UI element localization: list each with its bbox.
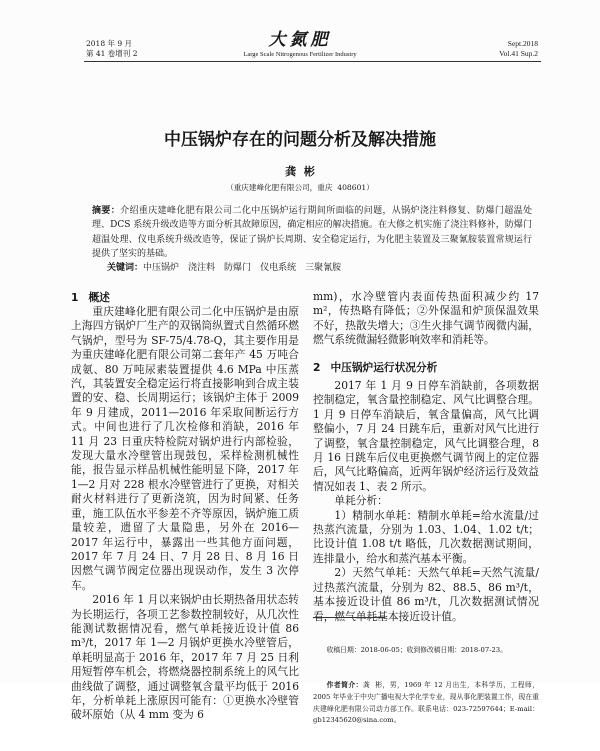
section-heading xyxy=(71,290,299,305)
header-volume-cn: 第 41 卷增刊 2 xyxy=(86,49,138,58)
journal-logo: 大氮肥 xyxy=(268,30,332,50)
header-volume-en: Vol.41 Sup.2 xyxy=(499,49,538,58)
section-number: 1 xyxy=(71,291,79,304)
keywords xyxy=(107,261,532,275)
footnote-rule xyxy=(313,617,385,618)
abstract xyxy=(92,204,532,261)
section-number: 2 xyxy=(313,361,321,375)
abstract-text: 介绍重庆建峰化肥有限公司二化中压锅炉运行期间所面临的问题，从锅炉浇注料修复、防爆门超温处理、DCS 系统升级改造等方面分析其故障原因，确定相应的解决措施。在大修之机实施了浇注料修补，防爆门超温处理、仪电系统升级改造等，保证了锅炉长周期、安全稳定运行，为化肥主装置及三聚氰胺装置常规运行提供了坚实的基础。 xyxy=(92,206,532,259)
author-affiliation: （重庆建峰化肥有限公司，重庆 408601） xyxy=(226,183,374,192)
keyword: 浇注料 xyxy=(188,263,216,273)
section-heading xyxy=(313,361,539,375)
footnote-dates: 收稿日期：2018-06-05；收到修改稿日期：2018-07-23。 xyxy=(326,645,507,654)
header-issue-en xyxy=(499,39,538,59)
journal-english-name: Large Scale Nitrogenous Fertilizer Industry xyxy=(243,51,357,58)
bio-label: 作者简介： xyxy=(326,680,363,689)
body-paragraph: 1）精制水单耗：精制水单耗=给水流量/过热蒸汽流量，分别为 1.03、1.04、1.02 t/t；比设计值 1.08 t/t 略低，几次数据测试期间，连排量小，给水和蒸汽基本平衡。 xyxy=(313,508,539,565)
body-paragraph: 2016 年 1 月以来锅炉由长期热备用状态转为长期运行，各项工艺参数控制较好，从几次性能测试数据情况看，燃气单耗接近设计值 86 m³/t，2017 年 1—2 月锅炉更换水冷壁管后，单耗明显高于 2016 年，2017 年 7 月 25 日利用短暂停车机会，将燃烧器控制系统上的风气比曲线做了调整，通过调整氧含量平均低于 2016 年，分析单耗上涨原因可能有：①更换水冷壁管破坏原始（从 4 mm 变为 6 xyxy=(71,593,299,722)
keyword: 仪电系统 xyxy=(260,263,297,273)
header-date-cn: 2018 年 9 月 xyxy=(86,39,133,48)
body-paragraph: 重庆建峰化肥有限公司二化中压锅炉是由原上海四方锅炉厂生产的双锅筒纵置式自然循环燃气锅炉，型号为 SF-75/4.78-Q，其主要作用是为重庆建峰化肥有限公司第二套年产 45 万吨合成氨、80 万吨尿素装置提供 4.6 MPa 中压蒸汽，其装置安全稳定运行将直接影响到合成主装置的安、稳、长周期运行；该锅炉主体于 2009 年 9 月建成，2011—2016 年采取间断运行方式。中间也进行了几次检修和消缺，2016 年 11 月 23 日重庆特检院对锅炉进行内部检验，发现大量水冷壁管出现鼓包，采样检测机械性能，报告显示样品机械性能明显下降，2017 年 1—2 月对 228 根水冷壁管进行了更换，对相关耐火材料进行了更新浇筑，因为时间紧、任务重，施工队伍水平参差不齐等原因，锅炉施工质量较差，遗留了大量隐患，另外在 2016—2017 年运行中，暴露出一些其他方面问题，2017 年 7 月 24 日、7 月 28 日、8 月 16 日因燃气调节阀定位器出现误动作，发生 3 次停车。 xyxy=(71,305,299,592)
keyword: 三聚氰胺 xyxy=(305,263,342,273)
keywords-label: 关键词： xyxy=(107,263,144,273)
keyword: 防爆门 xyxy=(224,263,252,273)
abstract-label: 摘要： xyxy=(92,206,121,216)
footnote xyxy=(313,621,540,725)
header-issue-cn xyxy=(86,39,137,59)
right-column xyxy=(313,290,539,623)
body-paragraph: 2017 年 1 月 9 日停车消缺前，各项数据控制稳定，氧含量控制稳定、风气比调整合理。1 月 9 日停车消缺后，氧含量偏高，风气比调整偏小，7 月 24 日跳车后，重新对风气比进行了调整，氧含量控制稳定，风气比调整合理，8 月 16 日跳车后仪电更换燃气调节阀上的定位器后，风气比略偏高，近两年锅炉经济运行及效益情况如表 1、表 2 所示。 xyxy=(313,379,539,493)
header-date-en: Sept.2018 xyxy=(507,39,538,48)
body-paragraph: 2）天然气单耗：天然气单耗=天然气流量/过热蒸汽流量，分别为 82、88.5、86 m³/t，基本接近设计值 86 m³/t，几次数据测试情况看，燃气单耗基本接近设计值。 xyxy=(313,566,539,623)
body-paragraph: 单耗分析： xyxy=(334,494,388,508)
body-paragraph-continued: mm)，水冷壁管内表面传热面积减少约 17 m²，传热略有降低；②外保温和炉顶保温效果不好，热散失增大；③生火排气调节阀微内漏，燃气系统微漏轻微影响效率和消耗等。 xyxy=(313,290,539,347)
left-column xyxy=(71,290,299,722)
section-title: 概述 xyxy=(88,291,110,304)
footnote-author-bio xyxy=(313,680,539,727)
section-title: 中压锅炉运行状况分析 xyxy=(330,361,438,375)
journal-masthead xyxy=(200,30,400,59)
article-title: 中压锅炉存在的问题分析及解决措施 xyxy=(164,130,436,150)
keyword: 中压锅炉 xyxy=(143,263,180,273)
article-author: 龚 彬 xyxy=(285,165,315,178)
bio-text: 龚 彬，男，1969 年 12 月出生，本科学历，工程师，2005 年毕业于中央广播电视大学化学专业，现从事化肥装置工作，现在重庆建峰化肥有限公司动力部工作。联系电话：023-72597644；E-mail：gb12345620@sina.com。 xyxy=(313,680,540,725)
header-rule xyxy=(84,61,541,62)
